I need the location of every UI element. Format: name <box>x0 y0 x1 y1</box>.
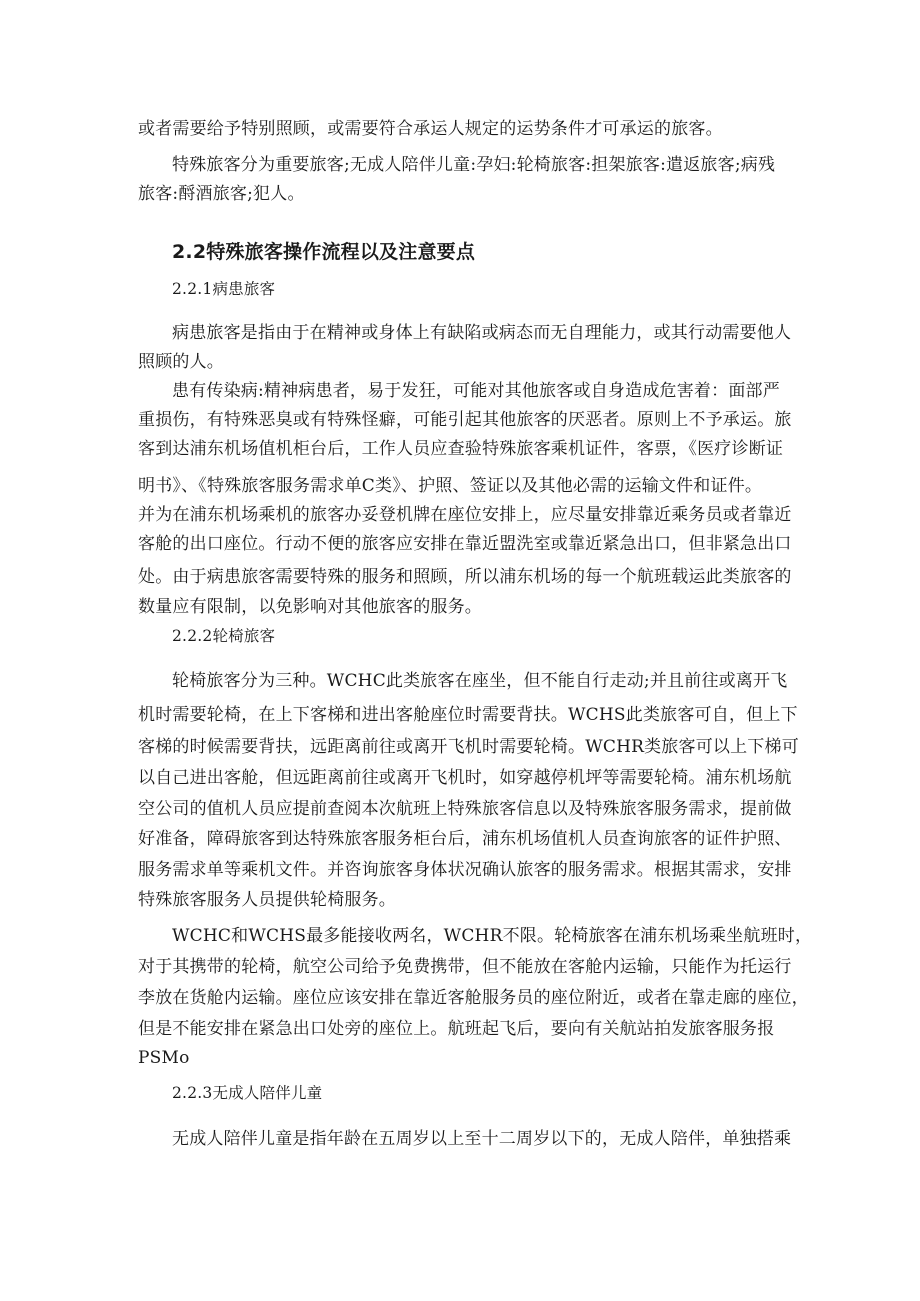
paragraph-line: 客到达浦东机场值机柜台后，工作人员应查验特殊旅客乘机证件，客票，《医疗诊断证 <box>138 439 784 459</box>
paragraph-line: 数量应有限制，以免影响对其他旅客的服务。 <box>138 597 482 617</box>
paragraph-line: PSMo <box>138 1048 190 1068</box>
paragraph-line: 对于其携带的轮椅，航空公司给予免费携带，但不能放在客舱内运输，只能作为托运行 <box>138 957 792 977</box>
paragraph-line: 照顾的人。 <box>138 352 224 372</box>
paragraph-line: 李放在货舱内运输。座位应该安排在靠近客舱服务员的座位附近，或者在靠走廊的座位， <box>138 988 809 1008</box>
paragraph-line: 旅客:酹酒旅客;犯人。 <box>138 184 305 204</box>
paragraph-line: 轮椅旅客分为三种。WCHC此类旅客在座坐，但不能自行走动;并且前往或离开飞 <box>172 671 788 691</box>
subsection-heading: 2.2.3无成人陪伴儿童 <box>172 1084 323 1102</box>
paragraph-line: 空公司的值机人员应提前查阅本次航班上特殊旅客信息以及特殊旅客服务需求，提前做 <box>138 799 792 819</box>
paragraph-line: 客梯的时候需要背扶，远距离前往或离开飞机时需要轮椅。WCHR类旅客可以上下梯可 <box>138 737 799 757</box>
paragraph-line: 重损伤，有特殊恶臭或有特殊怪癖，可能引起其他旅客的厌恶者。原则上不予承运。旅 <box>138 410 792 430</box>
paragraph-line: 机时需要轮椅，在上下客梯和进出客舱座位时需要背扶。WCHS此类旅客可自，但上下 <box>138 705 798 725</box>
subsection-heading: 2.2.2轮椅旅客 <box>172 627 276 645</box>
paragraph-line: 明书》、《特殊旅客服务需求单C类》、护照、签证以及其他必需的运输文件和证件。 <box>138 476 763 496</box>
paragraph-line: 好准备，障碍旅客到达特殊旅客服务柜台后，浦东机场值机人员查询旅客的证件护照、 <box>138 829 792 849</box>
paragraph-line: 客舱的出口座位。行动不便的旅客应安排在靠近盟洗室或靠近紧急出口，但非紧急出口 <box>138 534 792 554</box>
paragraph-line: 病患旅客是指由于在精神或身体上有缺陷或病态而无自理能力，或其行动需要他人 <box>172 323 792 343</box>
paragraph-line: 或者需要给予特别照顾，或需要符合承运人规定的运势条件才可承运的旅客。 <box>138 119 723 139</box>
paragraph-line: 并为在浦东机场乘机的旅客办妥登机牌在座位安排上，应尽量安排靠近乘务员或者靠近 <box>138 505 792 525</box>
paragraph-line: 特殊旅客服务人员提供轮椅服务。 <box>138 890 396 910</box>
section-heading: 2.2特殊旅客操作流程以及注意要点 <box>172 241 476 263</box>
paragraph-line: 但是不能安排在紧急出口处旁的座位上。航班起飞后，要向有关航站拍发旅客服务报 <box>138 1019 775 1039</box>
paragraph-line: 服务需求单等乘机文件。并咨询旅客身体状况确认旅客的服务需求。根据其需求，安排 <box>138 860 792 880</box>
paragraph-line: 无成人陪伴儿童是指年龄在五周岁以上至十二周岁以下的，无成人陪伴，单独搭乘 <box>172 1129 792 1149</box>
subsection-heading: 2.2.1病患旅客 <box>172 280 276 298</box>
paragraph-line: 处。由于病患旅客需要特殊的服务和照顾，所以浦东机场的每一个航班载运此类旅客的 <box>138 567 792 587</box>
paragraph-line: 以自己进出客舱，但远距离前往或离开飞机时，如穿越停机坪等需要轮椅。浦东机场航 <box>138 768 792 788</box>
paragraph-line: 患有传染病:精神病患者，易于发狂，可能对其他旅客或自身造成危害着：面部严 <box>172 381 780 401</box>
paragraph-line: 特殊旅客分为重要旅客;无成人陪伴儿童:孕妇:轮椅旅客:担架旅客:遣返旅客;病残 <box>172 155 776 175</box>
paragraph-line: WCHC和WCHS最多能接收两名，WCHR不限。轮椅旅客在浦东机场乘坐航班时， <box>172 926 813 946</box>
